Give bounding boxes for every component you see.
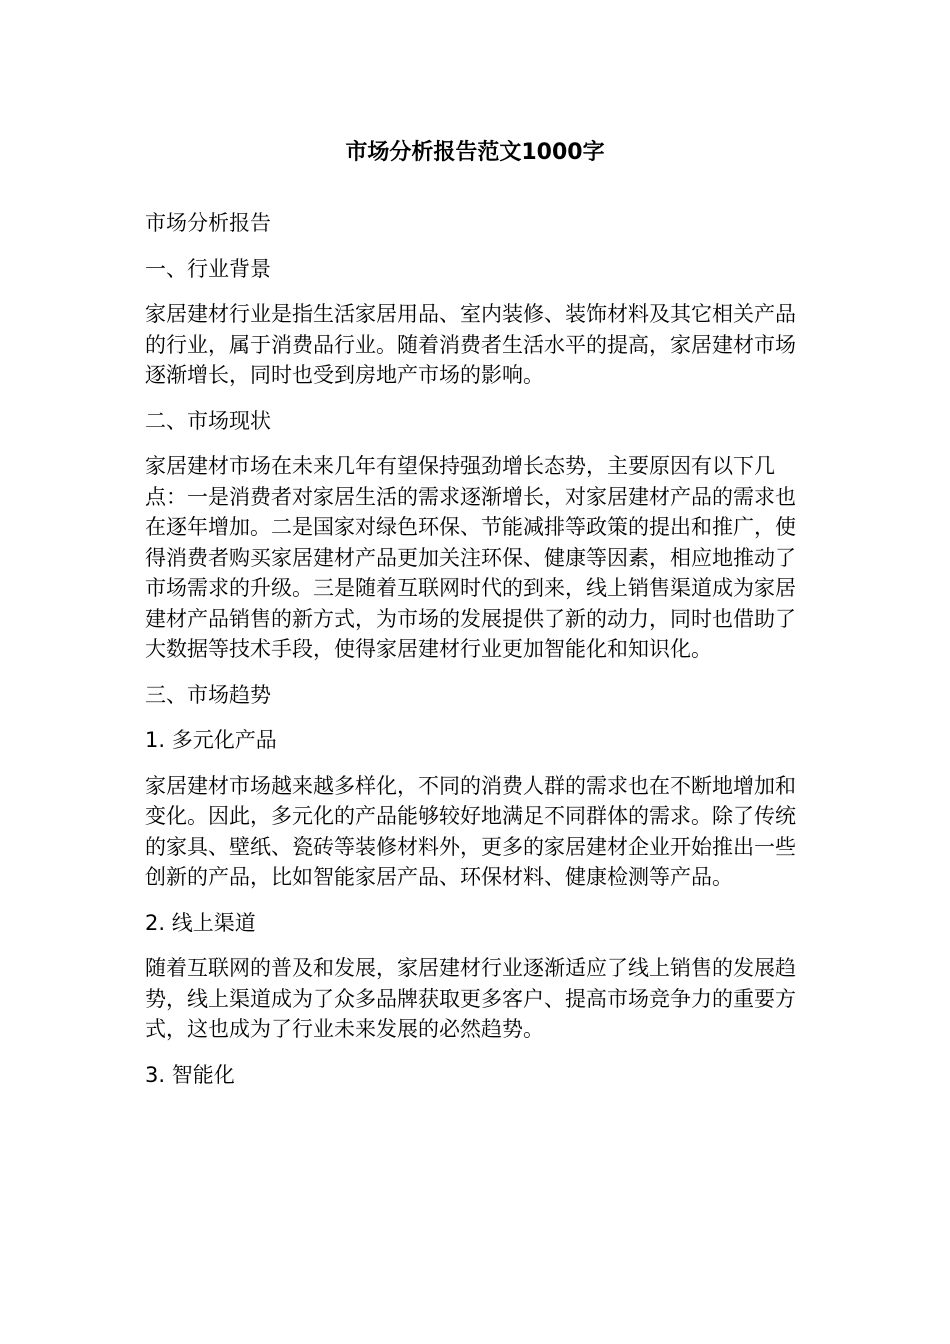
subheading-intelligence: 3. 智能化 [145,1062,235,1087]
section-heading-market-trends: 三、市场趋势 [145,682,271,707]
subheading-online-channels: 2. 线上渠道 [145,910,256,935]
document-title: 市场分析报告范文1000字 [345,140,605,165]
section-heading-market-status: 二、市场现状 [145,408,271,433]
section-heading-industry-background: 一、行业背景 [145,256,271,281]
document-body [145,208,815,1105]
paragraph-diversified-products: 家居建材市场越来越多样化，不同的消费人群的需求也在不断地增加和变化。因此，多元化的产品能够较好地满足不同群体的需求。除了传统的家具、壁纸、瓷砖等装修材料外，更多的家居建材企业开始推出一些创新的产品，比如智能家居产品、环保材料、健康检测等产品。 [145,773,796,889]
report-heading: 市场分析报告 [145,211,271,235]
paragraph-industry-background: 家居建材行业是指生活家居用品、室内装修、装饰材料及其它相关产品的行业，属于消费品行业。随着消费者生活水平的提高，家居建材市场逐渐增长，同时也受到房地产市场的影响。 [145,302,796,387]
paragraph-market-status: 家居建材市场在未来几年有望保持强劲增长态势，主要原因有以下几点：一是消费者对家居生活的需求逐渐增长，对家居建材产品的需求也在逐年增加。二是国家对绿色环保、节能减排等政策的提出和推广，使得消费者购买家居建材产品更加关注环保、健康等因素，相应地推动了市场需求的升级。三是随着互联网时代的到来，线上销售渠道成为家居建材产品销售的新方式，为市场的发展提供了新的动力，同时也借助了大数据等技术手段，使得家居建材行业更加智能化和知识化。 [145,454,796,661]
subheading-diversified-products: 1. 多元化产品 [145,728,277,752]
paragraph-online-channels: 随着互联网的普及和发展，家居建材行业逐渐适应了线上销售的发展趋势，线上渠道成为了众多品牌获取更多客户、提高市场竞争力的重要方式，这也成为了行业未来发展的必然趋势。 [145,956,796,1041]
